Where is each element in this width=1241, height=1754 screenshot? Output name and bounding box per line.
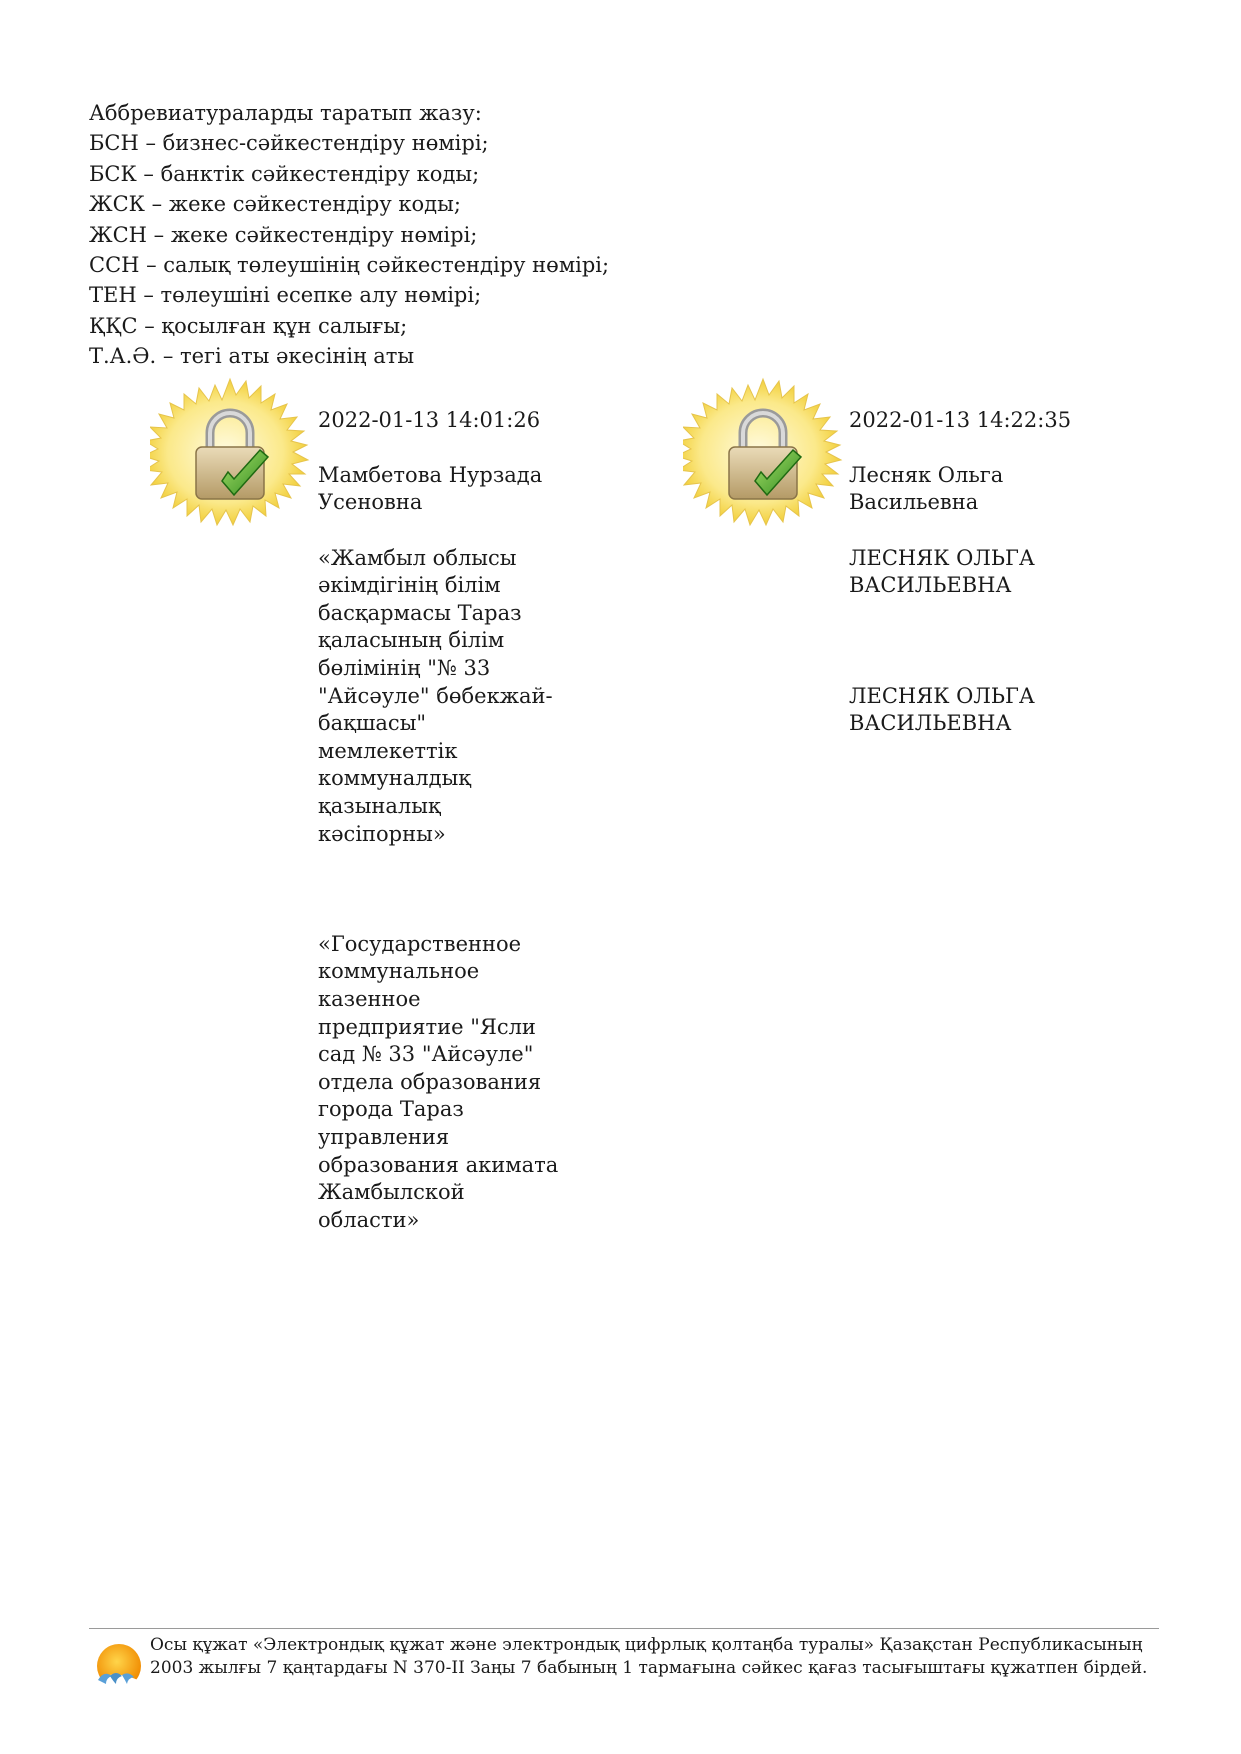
signature-seal-icon [150, 377, 310, 537]
signature-details-1 [318, 379, 568, 1262]
signer-name: Лесняк Ольга Васильевна [849, 462, 1004, 515]
signature-timestamp: 2022-01-13 14:01:26 [318, 407, 541, 432]
footer-divider [89, 1628, 1159, 1629]
footer-legal-text: Осы құжат «Электрондық құжат және электрондық цифрлық қолтаңба туралы» Қазақстан Республикасының 2003 жылғы 7 қаңтардағы N 370-II Заңы 7 бабының 1 тармағына сәйкес қағаз тасығыштағы құжатпен бірдей. [150, 1635, 1148, 1678]
signer-name: Мамбетова Нурзада Усеновна [318, 462, 543, 515]
signer-organization-kk: ЛЕСНЯК ОЛЬГА ВАСИЛЬЕВНА [849, 545, 1035, 598]
signature-seal-icon [683, 377, 843, 537]
egov-logo-icon [92, 1642, 144, 1694]
signer-organization-ru: «Государственное коммунальное казенное предприятие "Ясли сад № 33 "Айсәуле" отдела образования города Тараз управления образования акимата Жамбылской области» [318, 931, 559, 1232]
abbreviation-item: ТЕН – төлеушіні есепке алу нөмірі; [89, 283, 482, 308]
signer-organization-kk: «Жамбыл облысы әкімдігінің білім басқармасы Тараз қаласының білім бөлімінің "№ 33 "Айсәуле" бөбекжай- бақшасы" мемлекеттік коммуналдық қазыналық кәсіпорны» [318, 545, 553, 846]
abbreviation-item: БСК – банктік сәйкестендіру коды; [89, 161, 480, 186]
signer-organization-ru: ЛЕСНЯК ОЛЬГА ВАСИЛЬЕВНА [849, 683, 1035, 736]
signature-timestamp: 2022-01-13 14:22:35 [849, 407, 1072, 432]
abbreviation-item: ЖСН – жеке сәйкестендіру нөмірі; [89, 222, 478, 247]
abbreviations-heading: Аббревиатураларды таратып жазу: [89, 101, 482, 125]
abbreviation-item: ҚҚС – қосылған құн салығы; [89, 313, 408, 338]
abbreviations-list [89, 98, 609, 372]
abbreviation-item: ЖСК – жеке сәйкестендіру коды; [89, 192, 461, 217]
abbreviation-item: БСН – бизнес-сәйкестендіру нөмірі; [89, 131, 489, 156]
signature-details-2 [849, 379, 1099, 765]
abbreviation-item: ССН – салық төлеушінің сәйкестендіру нөмірі; [89, 253, 610, 278]
abbreviation-item: Т.А.Ә. – тегі аты әкесінің аты [89, 344, 415, 369]
